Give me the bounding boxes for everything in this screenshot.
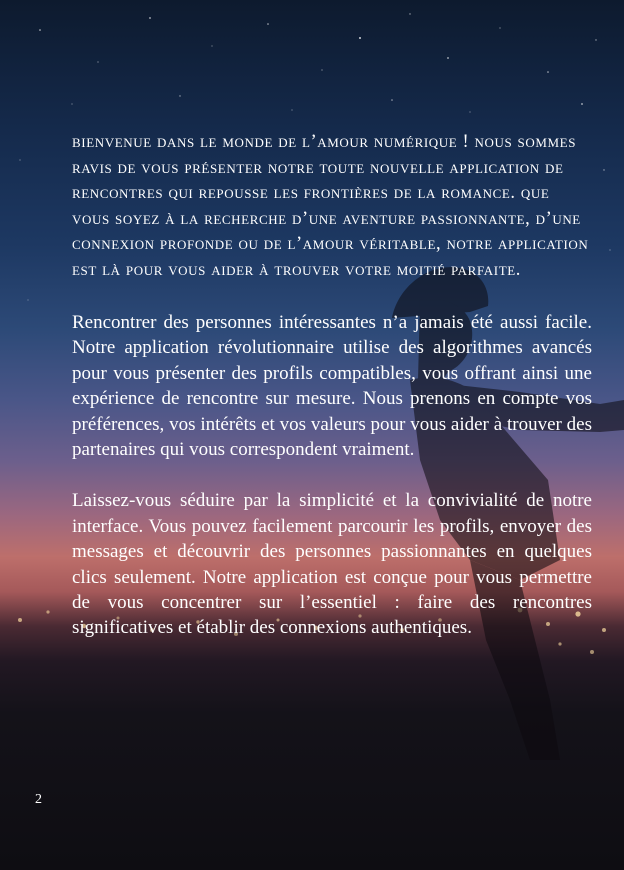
body-paragraph-2: Laissez-vous séduire par la simplicité et la convivialité de notre interface. Vous pouvez facilement parcourir les profils, envoyer des messages et découvrir des personnes passionnantes en quelques clics seulement. Notre application est conçue pour vous permettre de vous concentrer sur l’essentiel : faire des rencontres significatives et établir des connexions authentiques. xyxy=(72,490,592,639)
page-number: 2 xyxy=(35,792,42,807)
main-text xyxy=(72,130,592,641)
body-paragraph-1: Rencontrer des personnes intéressantes n’a jamais été aussi facile. Notre application révolutionnaire utilise des algorithmes avancés pour vous présenter des profils compatibles, vous offrant ainsi une expérience de rencontre sur mesure. Nous prenons en compte vos préférences, vos intérêts et vos valeurs pour vous aider à trouver des partenaires qui vous correspondent vraiment. xyxy=(72,312,592,461)
intro-paragraph: bienvenue dans le monde de l’amour numérique ! nous sommes ravis de vous présenter notre toute nouvelle application de rencontres qui repousse les frontières de la romance. que vous soyez à la recherche d’une aventure passionnante, d’une connexion profonde ou de l’amour véritable, notre application est là pour vous aider à trouver votre moitié parfaite. xyxy=(72,132,589,280)
